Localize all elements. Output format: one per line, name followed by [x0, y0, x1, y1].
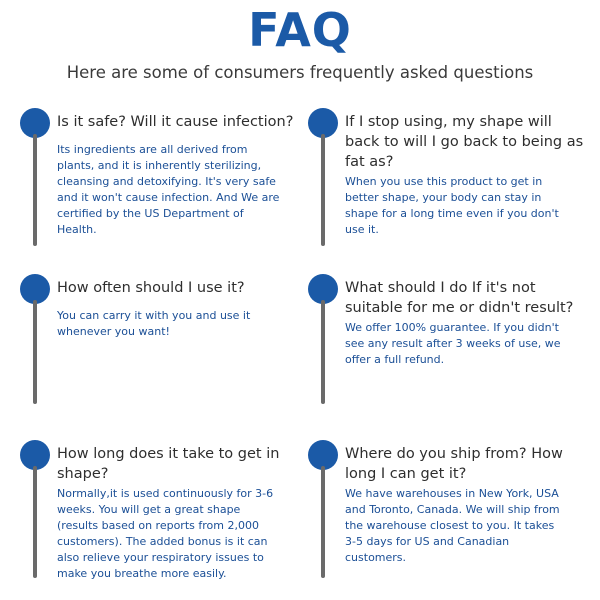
timeline-stem: [321, 134, 325, 246]
faq-question: What should I do If it's not suitable for me or didn't result?: [345, 280, 574, 316]
faq-answer: We offer 100% guarantee. If you didn't see any result after 3 weeks of use, we offer a full refund.: [345, 321, 561, 366]
faq-answer: Its ingredients are all derived from plants, and it is inherently sterilizing, cleansing and detoxifying. It's very safe and it won't cause infection. And We are certified by the US Department of Health.: [57, 143, 280, 236]
timeline-stem: [321, 466, 325, 578]
faq-answer: You can carry it with you and use it whenever you want!: [57, 309, 251, 338]
timeline-stem: [33, 466, 37, 578]
faq-answer: When you use this product to get in better shape, your body can stay in shape for a long time even if you don't use it.: [345, 175, 559, 236]
timeline-stem: [33, 134, 37, 246]
timeline-stem: [33, 300, 37, 404]
faq-question: How often should I use it?: [57, 280, 245, 296]
page-subtitle: Here are some of consumers frequently asked questions: [66, 63, 534, 82]
faq-item-safety: [20, 108, 300, 248]
faq-item-shipping: [308, 440, 588, 590]
faq-question: Is it safe? Will it cause infection?: [57, 114, 294, 130]
faq-question: If I stop using, my shape will back to will I go back to being as fat as?: [345, 114, 584, 170]
faq-item-duration: [20, 440, 300, 590]
faq-item-refund: [308, 274, 588, 414]
faq-question: How long does it take to get in shape?: [57, 446, 280, 482]
faq-question: Where do you ship from? How long I can get it?: [345, 446, 563, 482]
faq-answer: Normally,it is used continuously for 3-6 weeks. You will get a great shape (results based on reports from 2,000 customers). The added bonus is it can also relieve your respiratory issues to make you breathe more easily.: [57, 487, 274, 580]
faq-item-frequency: [20, 274, 300, 414]
faq-item-stop-using: [308, 108, 588, 248]
page-title: FAQ: [248, 3, 352, 57]
timeline-stem: [321, 300, 325, 404]
faq-answer: We have warehouses in New York, USA and Toronto, Canada. We will ship from the warehouse closest to you. It takes 3-5 days for US and Canadian customers.: [345, 487, 560, 564]
